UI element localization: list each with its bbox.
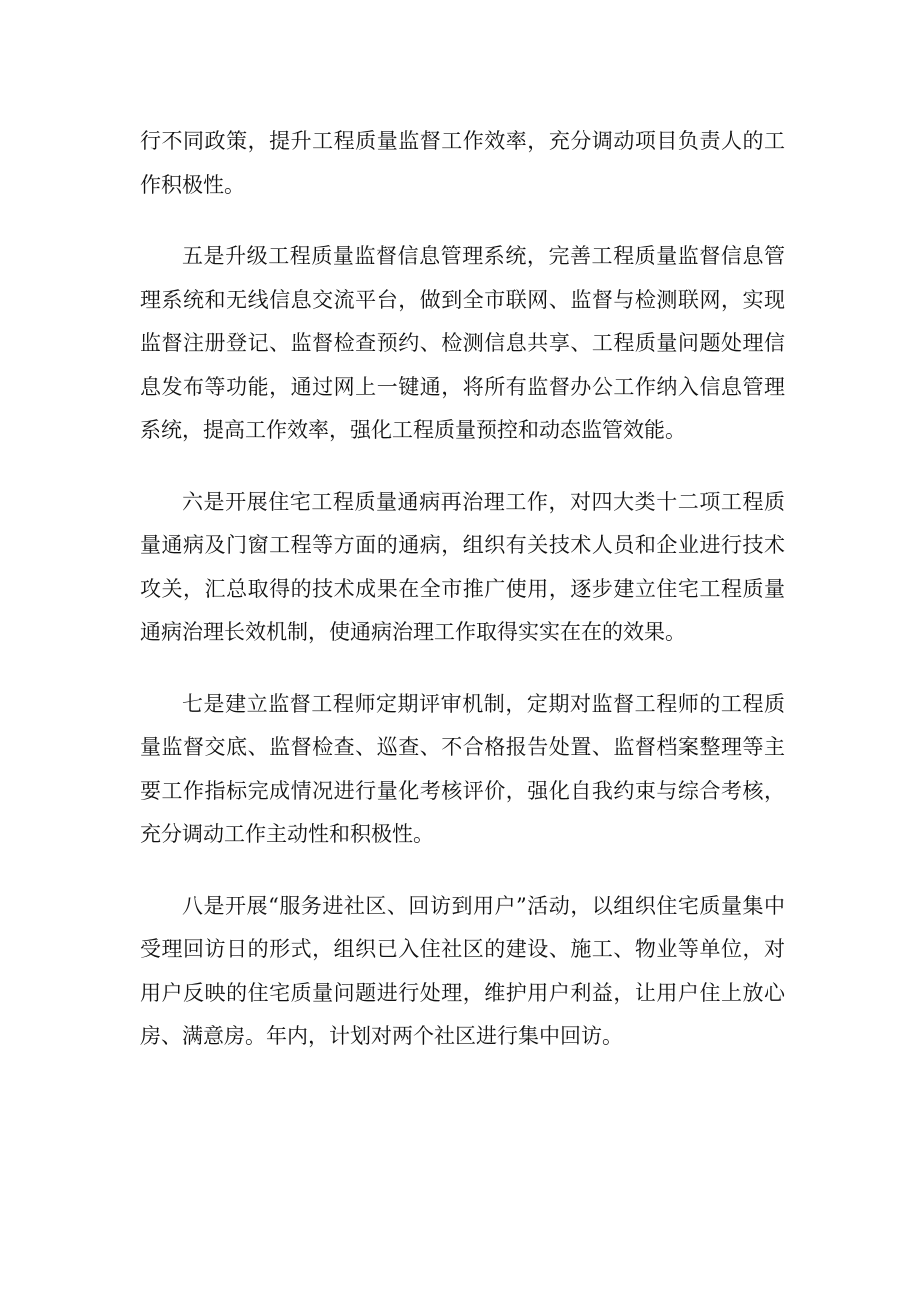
- paragraph-item-six: 六是开展住宅工程质量通病再治理工作，对四大类十二项工程质量通病及门窗工程等方面的通病，组织有关技术人员和企业进行技术攻关，汇总取得的技术成果在全市推广使用，逐步建立住宅工程质量通病治理长效机制，使通病治理工作取得实实在在的效果。: [140, 489, 785, 644]
- paragraph-item-seven: 七是建立监督工程师定期评审机制，定期对监督工程师的工程质量监督交底、监督检查、巡查、不合格报告处置、监督档案整理等主要工作指标完成情况进行量化考核评价，强化自我约束与综合考核，充分调动工作主动性和积极性。: [140, 691, 785, 846]
- paragraph-item-five: 五是升级工程质量监督信息管理系统，完善工程质量监督信息管理系统和无线信息交流平台，做到全市联网、监督与检测联网，实现监督注册登记、监督检查预约、检测信息共享、工程质量问题处理信息发布等功能，通过网上一键通，将所有监督办公工作纳入信息管理系统，提高工作效率，强化工程质量预控和动态监管效能。: [140, 244, 785, 442]
- paragraph-item-eight: 八是开展“服务进社区、回访到用户”活动，以组织住宅质量集中受理回访日的形式，组织已入住社区的建设、施工、物业等单位，对用户反映的住宅质量问题进行处理，维护用户利益，让用户住上放心房、满意房。年内，计划对两个社区进行集中回访。: [140, 893, 785, 1048]
- document-body: [140, 120, 785, 1087]
- paragraph-continuation: 行不同政策，提升工程质量监督工作效率，充分调动项目负责人的工作积极性。: [140, 129, 785, 197]
